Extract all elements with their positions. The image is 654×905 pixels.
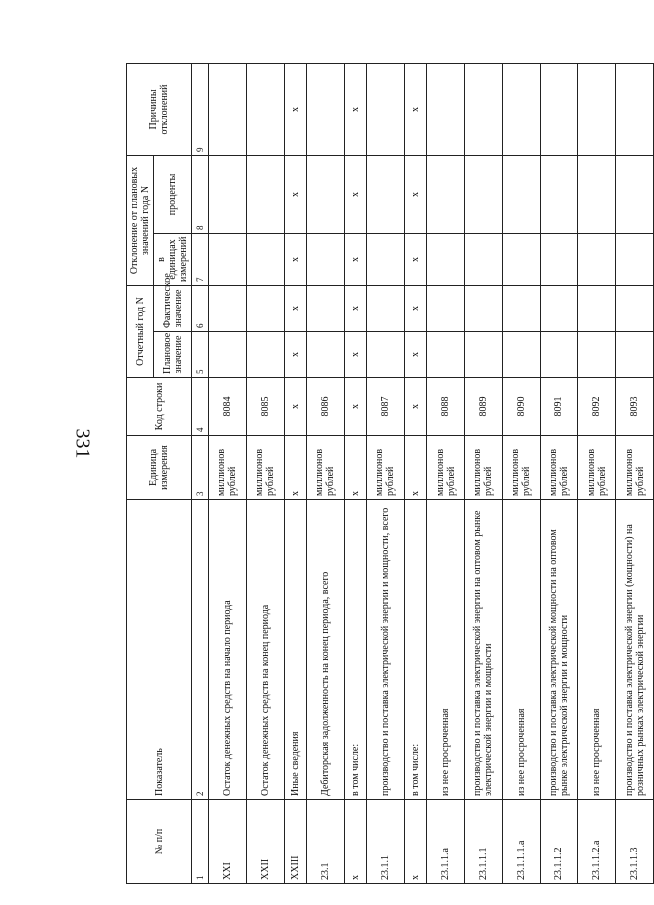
row-dev-units — [502, 233, 540, 285]
row-dev-percent — [616, 155, 654, 233]
table-row — [540, 63, 578, 883]
header-fact: Фактическое значение — [154, 285, 192, 331]
row-code: x — [284, 378, 306, 436]
row-indicator: Дебиторская задолженность на конец периода, всего — [306, 500, 344, 800]
row-indicator: производство и поставка электрической энергии (мощности) на розничных рынках электрической энергии — [616, 500, 654, 800]
row-num: 23.1.1.1 — [465, 800, 503, 884]
row-num: 23.1.1.2 — [540, 800, 578, 884]
row-dev-units — [306, 233, 344, 285]
row-num: 23.1.1.a — [427, 800, 465, 884]
header-deviation: Отклонение от плановых значений года N — [127, 155, 154, 285]
column-number: 6 — [192, 285, 209, 331]
table-row — [427, 63, 465, 883]
report-table — [126, 63, 654, 884]
table-row — [502, 63, 540, 883]
row-code: 8089 — [465, 378, 503, 436]
row-dev-percent — [367, 155, 405, 233]
row-reason — [246, 63, 284, 155]
row-plan — [427, 332, 465, 378]
row-indicator: производство и поставка электрической энергии и мощности, всего — [367, 500, 405, 800]
header-row-1 — [127, 63, 154, 883]
row-num: XXI — [209, 800, 247, 884]
row-reason — [578, 63, 616, 155]
report-table-frame — [126, 64, 646, 884]
row-unit: x — [344, 436, 366, 500]
row-num: 23.1.1.2.a — [578, 800, 616, 884]
row-dev-units — [540, 233, 578, 285]
row-fact — [367, 285, 405, 331]
row-unit: миллионов рублей — [427, 436, 465, 500]
column-number: 9 — [192, 63, 209, 155]
row-plan — [306, 332, 344, 378]
row-reason — [367, 63, 405, 155]
row-plan: x — [344, 332, 366, 378]
row-reason: x — [284, 63, 306, 155]
row-dev-percent — [306, 155, 344, 233]
row-num: x — [344, 800, 366, 884]
header-report-year: Отчетный год N — [127, 285, 154, 377]
row-code: 8088 — [427, 378, 465, 436]
row-num: x — [404, 800, 426, 884]
row-plan — [540, 332, 578, 378]
header-num: № п/п — [127, 800, 192, 884]
row-indicator: производство и поставка электрической мощности на оптовом рынке электрической энергии и мощности — [540, 500, 578, 800]
row-plan — [578, 332, 616, 378]
row-reason — [209, 63, 247, 155]
column-number: 7 — [192, 233, 209, 285]
column-number: 2 — [192, 500, 209, 800]
row-unit: миллионов рублей — [209, 436, 247, 500]
row-code: 8084 — [209, 378, 247, 436]
row-fact — [246, 285, 284, 331]
table-row — [246, 63, 284, 883]
row-fact — [616, 285, 654, 331]
row-fact — [306, 285, 344, 331]
row-num: XXIII — [284, 800, 306, 884]
row-reason — [616, 63, 654, 155]
row-indicator: из нее просроченная — [578, 500, 616, 800]
row-reason — [427, 63, 465, 155]
row-unit: миллионов рублей — [578, 436, 616, 500]
table-row — [578, 63, 616, 883]
row-indicator: из нее просроченная — [427, 500, 465, 800]
row-unit: миллионов рублей — [540, 436, 578, 500]
row-fact: x — [284, 285, 306, 331]
row-dev-percent — [540, 155, 578, 233]
header-code: Код строки — [127, 378, 192, 436]
row-code: 8087 — [367, 378, 405, 436]
row-dev-units — [367, 233, 405, 285]
row-dev-units: x — [284, 233, 306, 285]
header-dev-units: в единицах измерений — [154, 233, 192, 285]
table-row — [209, 63, 247, 883]
row-fact: x — [344, 285, 366, 331]
table-row — [465, 63, 503, 883]
row-num: 23.1.1.3 — [616, 800, 654, 884]
row-code: x — [344, 378, 366, 436]
row-indicator: Остаток денежных средств на начало периода — [209, 500, 247, 800]
row-dev-units — [427, 233, 465, 285]
row-dev-percent: x — [404, 155, 426, 233]
row-indicator: производство и поставка электрической энергии на оптовом рынке электрической энергии и мощности — [465, 500, 503, 800]
row-dev-percent — [465, 155, 503, 233]
row-indicator: Остаток денежных средств на конец периода — [246, 500, 284, 800]
row-num: XXII — [246, 800, 284, 884]
row-plan — [246, 332, 284, 378]
table-row — [616, 63, 654, 883]
column-number: 5 — [192, 332, 209, 378]
row-dev-percent — [427, 155, 465, 233]
table-body — [209, 63, 654, 883]
header-indicator: Показатель — [127, 500, 192, 800]
table-row — [367, 63, 405, 883]
row-indicator: в том числе: — [404, 500, 426, 800]
row-dev-units — [209, 233, 247, 285]
row-fact — [540, 285, 578, 331]
row-code: 8090 — [502, 378, 540, 436]
row-fact — [427, 285, 465, 331]
row-dev-units: x — [404, 233, 426, 285]
row-plan: x — [404, 332, 426, 378]
row-plan — [367, 332, 405, 378]
header-reasons: Причины отклонений — [127, 63, 192, 155]
row-reason: x — [344, 63, 366, 155]
table-row — [306, 63, 344, 883]
page-number: 331 — [71, 428, 94, 459]
row-plan — [616, 332, 654, 378]
table-row — [404, 63, 426, 883]
row-dev-percent — [578, 155, 616, 233]
row-code: 8092 — [578, 378, 616, 436]
row-code: 8091 — [540, 378, 578, 436]
row-dev-percent — [246, 155, 284, 233]
table-row — [284, 63, 306, 883]
row-reason — [502, 63, 540, 155]
row-fact — [209, 285, 247, 331]
row-dev-percent: x — [284, 155, 306, 233]
row-plan — [502, 332, 540, 378]
row-indicator: из нее просроченная — [502, 500, 540, 800]
row-num: 23.1.1 — [367, 800, 405, 884]
table-row — [344, 63, 366, 883]
row-unit: миллионов рублей — [367, 436, 405, 500]
row-num: 23.1.1.1.a — [502, 800, 540, 884]
column-number: 1 — [192, 800, 209, 884]
row-dev-units — [465, 233, 503, 285]
row-unit: миллионов рублей — [246, 436, 284, 500]
rotated-table-container — [126, 64, 646, 884]
row-plan — [209, 332, 247, 378]
row-dev-units — [246, 233, 284, 285]
row-reason — [465, 63, 503, 155]
row-reason — [540, 63, 578, 155]
row-unit: миллионов рублей — [616, 436, 654, 500]
row-reason: x — [404, 63, 426, 155]
row-code: 8085 — [246, 378, 284, 436]
row-num: 23.1 — [306, 800, 344, 884]
column-number-row — [192, 63, 209, 883]
header-dev-percent: проценты — [154, 155, 192, 233]
row-plan: x — [284, 332, 306, 378]
row-unit: миллионов рублей — [502, 436, 540, 500]
row-reason — [306, 63, 344, 155]
row-dev-units: x — [344, 233, 366, 285]
row-code: x — [404, 378, 426, 436]
row-dev-percent — [502, 155, 540, 233]
row-code: 8093 — [616, 378, 654, 436]
row-fact: x — [404, 285, 426, 331]
column-number: 4 — [192, 378, 209, 436]
row-indicator: Иные сведения — [284, 500, 306, 800]
column-number: 8 — [192, 155, 209, 233]
row-dev-percent — [209, 155, 247, 233]
row-dev-units — [578, 233, 616, 285]
row-dev-percent: x — [344, 155, 366, 233]
row-fact — [502, 285, 540, 331]
row-unit: миллионов рублей — [465, 436, 503, 500]
row-plan — [465, 332, 503, 378]
row-fact — [465, 285, 503, 331]
row-dev-units — [616, 233, 654, 285]
header-unit: Единица измерения — [127, 436, 192, 500]
row-code: 8086 — [306, 378, 344, 436]
header-plan: Плановое значение — [154, 332, 192, 378]
row-unit: x — [404, 436, 426, 500]
row-fact — [578, 285, 616, 331]
row-unit: x — [284, 436, 306, 500]
row-unit: миллионов рублей — [306, 436, 344, 500]
column-number: 3 — [192, 436, 209, 500]
row-indicator: в том числе: — [344, 500, 366, 800]
